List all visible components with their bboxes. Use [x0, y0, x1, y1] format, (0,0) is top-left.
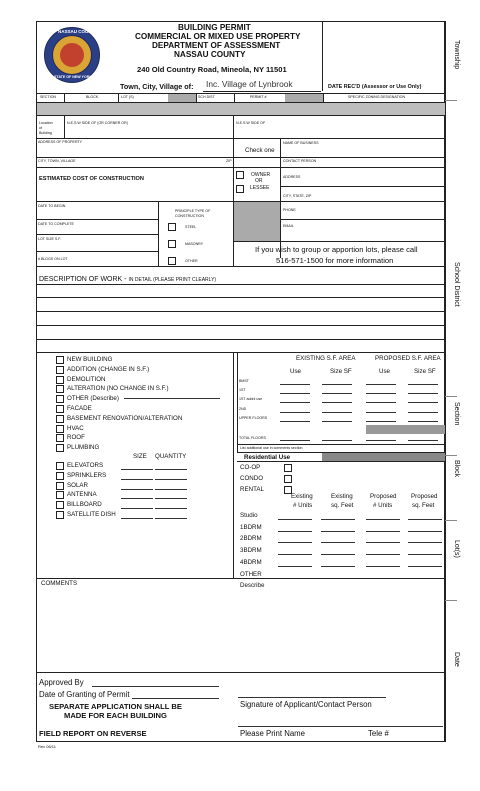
label-owner: OWNER [251, 172, 271, 178]
work-type-label: ALTERATION (NO CHANGE IN S.F.) [67, 385, 169, 393]
agency-address: 240 Old Country Road, Mineola, NY 11501 [137, 65, 287, 74]
total-floors-label: TOTAL FLOORS [239, 436, 266, 440]
label-bldgs-on-lot: # BLDGS ON LOT [38, 257, 68, 261]
work-type-label: NEW BUILDING [67, 356, 113, 363]
tele-label: Tele # [368, 729, 389, 738]
res-col-2a: Existing [331, 493, 353, 500]
label-nesw: N.E.S.W SIDE OF (OR CORNER OR) [67, 121, 128, 125]
work-type-checkbox[interactable] [56, 425, 64, 433]
res-row-label: Studio [240, 512, 258, 519]
work-type-checkbox[interactable] [56, 376, 64, 384]
area-row-label: UPPER FLOORS [239, 415, 268, 420]
work-type-label: HVAC [67, 424, 84, 432]
shade-residential [322, 453, 445, 461]
area-row-label: 2ND [239, 406, 247, 411]
proposed-use-header: Use [379, 368, 391, 375]
form-title-3: DEPARTMENT OF ASSESSMENT [152, 41, 281, 50]
equipment-label: SPRINKLERS [67, 471, 107, 479]
area-row-label: 1ST [239, 388, 246, 393]
residential-use-title: Residential Use [244, 454, 291, 461]
existing-area-header: EXISTING S.F. AREA [296, 355, 356, 362]
side-label-school-district: School District [453, 262, 460, 307]
label-phone: PHONE [283, 208, 296, 212]
equipment-label: ELEVATORS [67, 462, 104, 469]
label-address-of-property: ADDRESS OF PROPERTY [38, 140, 83, 144]
shade-permit-right [285, 94, 323, 102]
label-contact-person: CONTACT PERSON [283, 159, 317, 163]
side-label-lots: Lot(s) [453, 540, 460, 558]
town-label: Town, City, Village of: [120, 82, 194, 91]
res-col-3a: Proposed [370, 493, 397, 500]
field-report-label: FIELD REPORT ON REVERSE [39, 729, 147, 738]
separate-app-line-1: SEPARATE APPLICATION SHALL BE [49, 702, 182, 711]
label-nesw-2: N.E.S.W SIDE OF [236, 121, 266, 125]
existing-size-header: Size SF [330, 368, 352, 375]
label-location: Location [39, 121, 53, 125]
work-type-label: PLUMBING [67, 444, 100, 452]
label-lessee: LESSEE [250, 185, 270, 191]
label-estimated-cost: ESTIMATED COST OF CONSTRUCTION [39, 176, 144, 182]
res-row-label: 4BDRM [240, 558, 262, 566]
county-seal [44, 27, 100, 83]
size-header: SIZE [133, 453, 147, 460]
shade-total-row [366, 425, 445, 434]
group-note-line-1: If you wish to group or apportion lots, please call [255, 245, 418, 254]
label-other-construction: OTHER [185, 259, 198, 263]
work-type-label: BASEMENT RENOVATION/ALTERATION [67, 414, 183, 422]
label-of: of [39, 126, 42, 130]
res-row-label: Describe [240, 582, 265, 590]
label-zip: ZIP [226, 159, 232, 163]
work-type-checkbox[interactable] [56, 444, 64, 452]
work-type-checkbox[interactable] [56, 356, 64, 364]
res-row-label: 1BDRM [240, 523, 262, 531]
work-type-checkbox[interactable] [56, 434, 64, 442]
label-lot-size: LOT SIZE S.F. [38, 237, 62, 241]
town-value[interactable]: Inc. Village of Lynbrook [206, 79, 293, 89]
shade-construction-right [234, 202, 280, 242]
proposed-size-header: Size SF [414, 368, 436, 375]
res-col-4b: sq. Feet [412, 502, 435, 509]
proposed-area-header: PROPOSED S.F. AREA [375, 355, 441, 362]
work-type-checkbox[interactable] [56, 385, 64, 393]
label-name-of-business: NAME OF BUSINESS [283, 141, 319, 145]
label-sch-dist: SCH DIST [198, 95, 215, 99]
label-building: Building [39, 131, 52, 135]
equipment-checkbox[interactable] [56, 482, 64, 490]
date-recd-label: DATE REC'D (Assessor or Use Only) [328, 84, 422, 90]
res-row-label: 3BDRM [240, 547, 262, 555]
condo-checkbox[interactable] [284, 475, 292, 483]
check-one-label: Check one [245, 147, 275, 154]
res-type-coop: CO-OP [240, 464, 261, 471]
group-note-line-2: 516-571-1500 for more information [276, 256, 394, 265]
res-col-1b: # Units [293, 502, 313, 509]
res-type-rental: RENTAL [240, 486, 264, 493]
label-date-to-begin: DATE TO BEGIN [38, 204, 66, 208]
equipment-checkbox[interactable] [56, 511, 64, 519]
side-label-section: Section [453, 402, 460, 426]
equipment-label: ANTENNA [67, 491, 97, 499]
masonry-checkbox[interactable] [168, 240, 176, 248]
approved-by-label: Approved By [39, 678, 84, 687]
label-principle-type: PRINCIPLE TYPE OF [175, 209, 211, 213]
label-city-state-zip: CITY, STATE, ZIP [283, 194, 312, 198]
form-title-1: BUILDING PERMIT [178, 23, 251, 32]
label-address: ADDRESS [283, 175, 301, 179]
side-label-date: Date [453, 652, 460, 667]
label-construction: CONSTRUCTION [175, 214, 204, 218]
side-label-township: Township [453, 40, 460, 70]
equipment-checkbox[interactable] [56, 501, 64, 509]
comments-label: COMMENTS [41, 580, 78, 587]
existing-use-header: Use [290, 368, 302, 375]
label-block: BLOCK [86, 95, 99, 99]
lessee-checkbox[interactable] [236, 185, 244, 193]
work-type-label: ADDITION (CHANGE IN S.F.) [67, 365, 150, 373]
owner-checkbox[interactable] [236, 171, 244, 179]
work-type-label: DEMOLITION [67, 375, 106, 383]
area-row-label: 1ST addnl use [239, 397, 263, 402]
label-city-town-village: CITY, TOWN, VILLAGE [38, 159, 76, 163]
shade-lot-right [168, 94, 196, 102]
side-label-block: Block [453, 460, 460, 478]
res-col-2b: sq. Feet [331, 502, 354, 509]
work-type-label: OTHER (Describe) [67, 395, 119, 403]
work-type-label: ROOF [67, 434, 85, 442]
steel-checkbox[interactable] [168, 223, 176, 231]
area-row-label: BMST [239, 379, 249, 383]
signature-label: Signature of Applicant/Contact Person [240, 700, 372, 709]
label-section: SECTION [40, 95, 56, 99]
res-col-4a: Proposed [411, 493, 438, 500]
separate-app-line-2: MADE FOR EACH BUILDING [64, 711, 167, 720]
seal-text-top: NASSAU COUNTY [58, 29, 98, 34]
print-name-label: Please Print Name [240, 729, 306, 738]
date-granting-label: Date of Granting of Permit [39, 690, 130, 699]
label-zoning: SPECIFIC ZONING DESIGNATION [348, 95, 406, 99]
label-or: OR [255, 178, 263, 184]
equipment-label: SATELLITE DISH [67, 511, 116, 518]
label-steel: STEEL [185, 225, 197, 229]
seal-text-bottom: STATE OF NEW YORK [54, 75, 92, 79]
work-type-label: FACADE [67, 405, 92, 412]
label-lots: LOT (S) [121, 95, 134, 99]
label-permit: PERMIT # [250, 95, 267, 99]
revision-label: Rev 06/11 [38, 744, 56, 749]
res-row-label: OTHER [240, 570, 262, 578]
equipment-checkbox[interactable] [56, 491, 64, 499]
form-title-2: COMMERCIAL OR MIXED USE PROPERTY [135, 32, 301, 41]
equipment-checkbox[interactable] [56, 472, 64, 480]
work-type-checkbox[interactable] [56, 415, 64, 423]
quantity-header: QUANTITY [155, 453, 187, 460]
res-col-1a: Existing [291, 493, 313, 500]
res-row-label: 2BDRM [240, 535, 262, 543]
coop-checkbox[interactable] [284, 464, 292, 472]
list-note: List additional use in comments section [240, 446, 303, 450]
label-masonry: MASONRY [185, 242, 204, 246]
label-date-to-complete: DATE TO COMPLETE [38, 222, 74, 226]
form-title-4: NASSAU COUNTY [174, 50, 246, 59]
equipment-label: BILLBOARD [67, 501, 102, 509]
work-type-checkbox[interactable] [56, 405, 64, 413]
res-col-3b: # Units [373, 502, 393, 509]
work-type-checkbox[interactable] [56, 395, 64, 403]
label-email: EMAIL [283, 224, 294, 228]
work-type-checkbox[interactable] [56, 366, 64, 374]
description-label: DESCRIPTION OF WORK - IN DETAIL (PLEASE PRINT CLEARLY) [39, 276, 217, 283]
equipment-checkbox[interactable] [56, 462, 64, 470]
res-type-condo: CONDO [240, 475, 264, 482]
shade-row [37, 103, 445, 115]
other-checkbox[interactable] [168, 257, 176, 265]
equipment-label: SOLAR [67, 481, 88, 489]
